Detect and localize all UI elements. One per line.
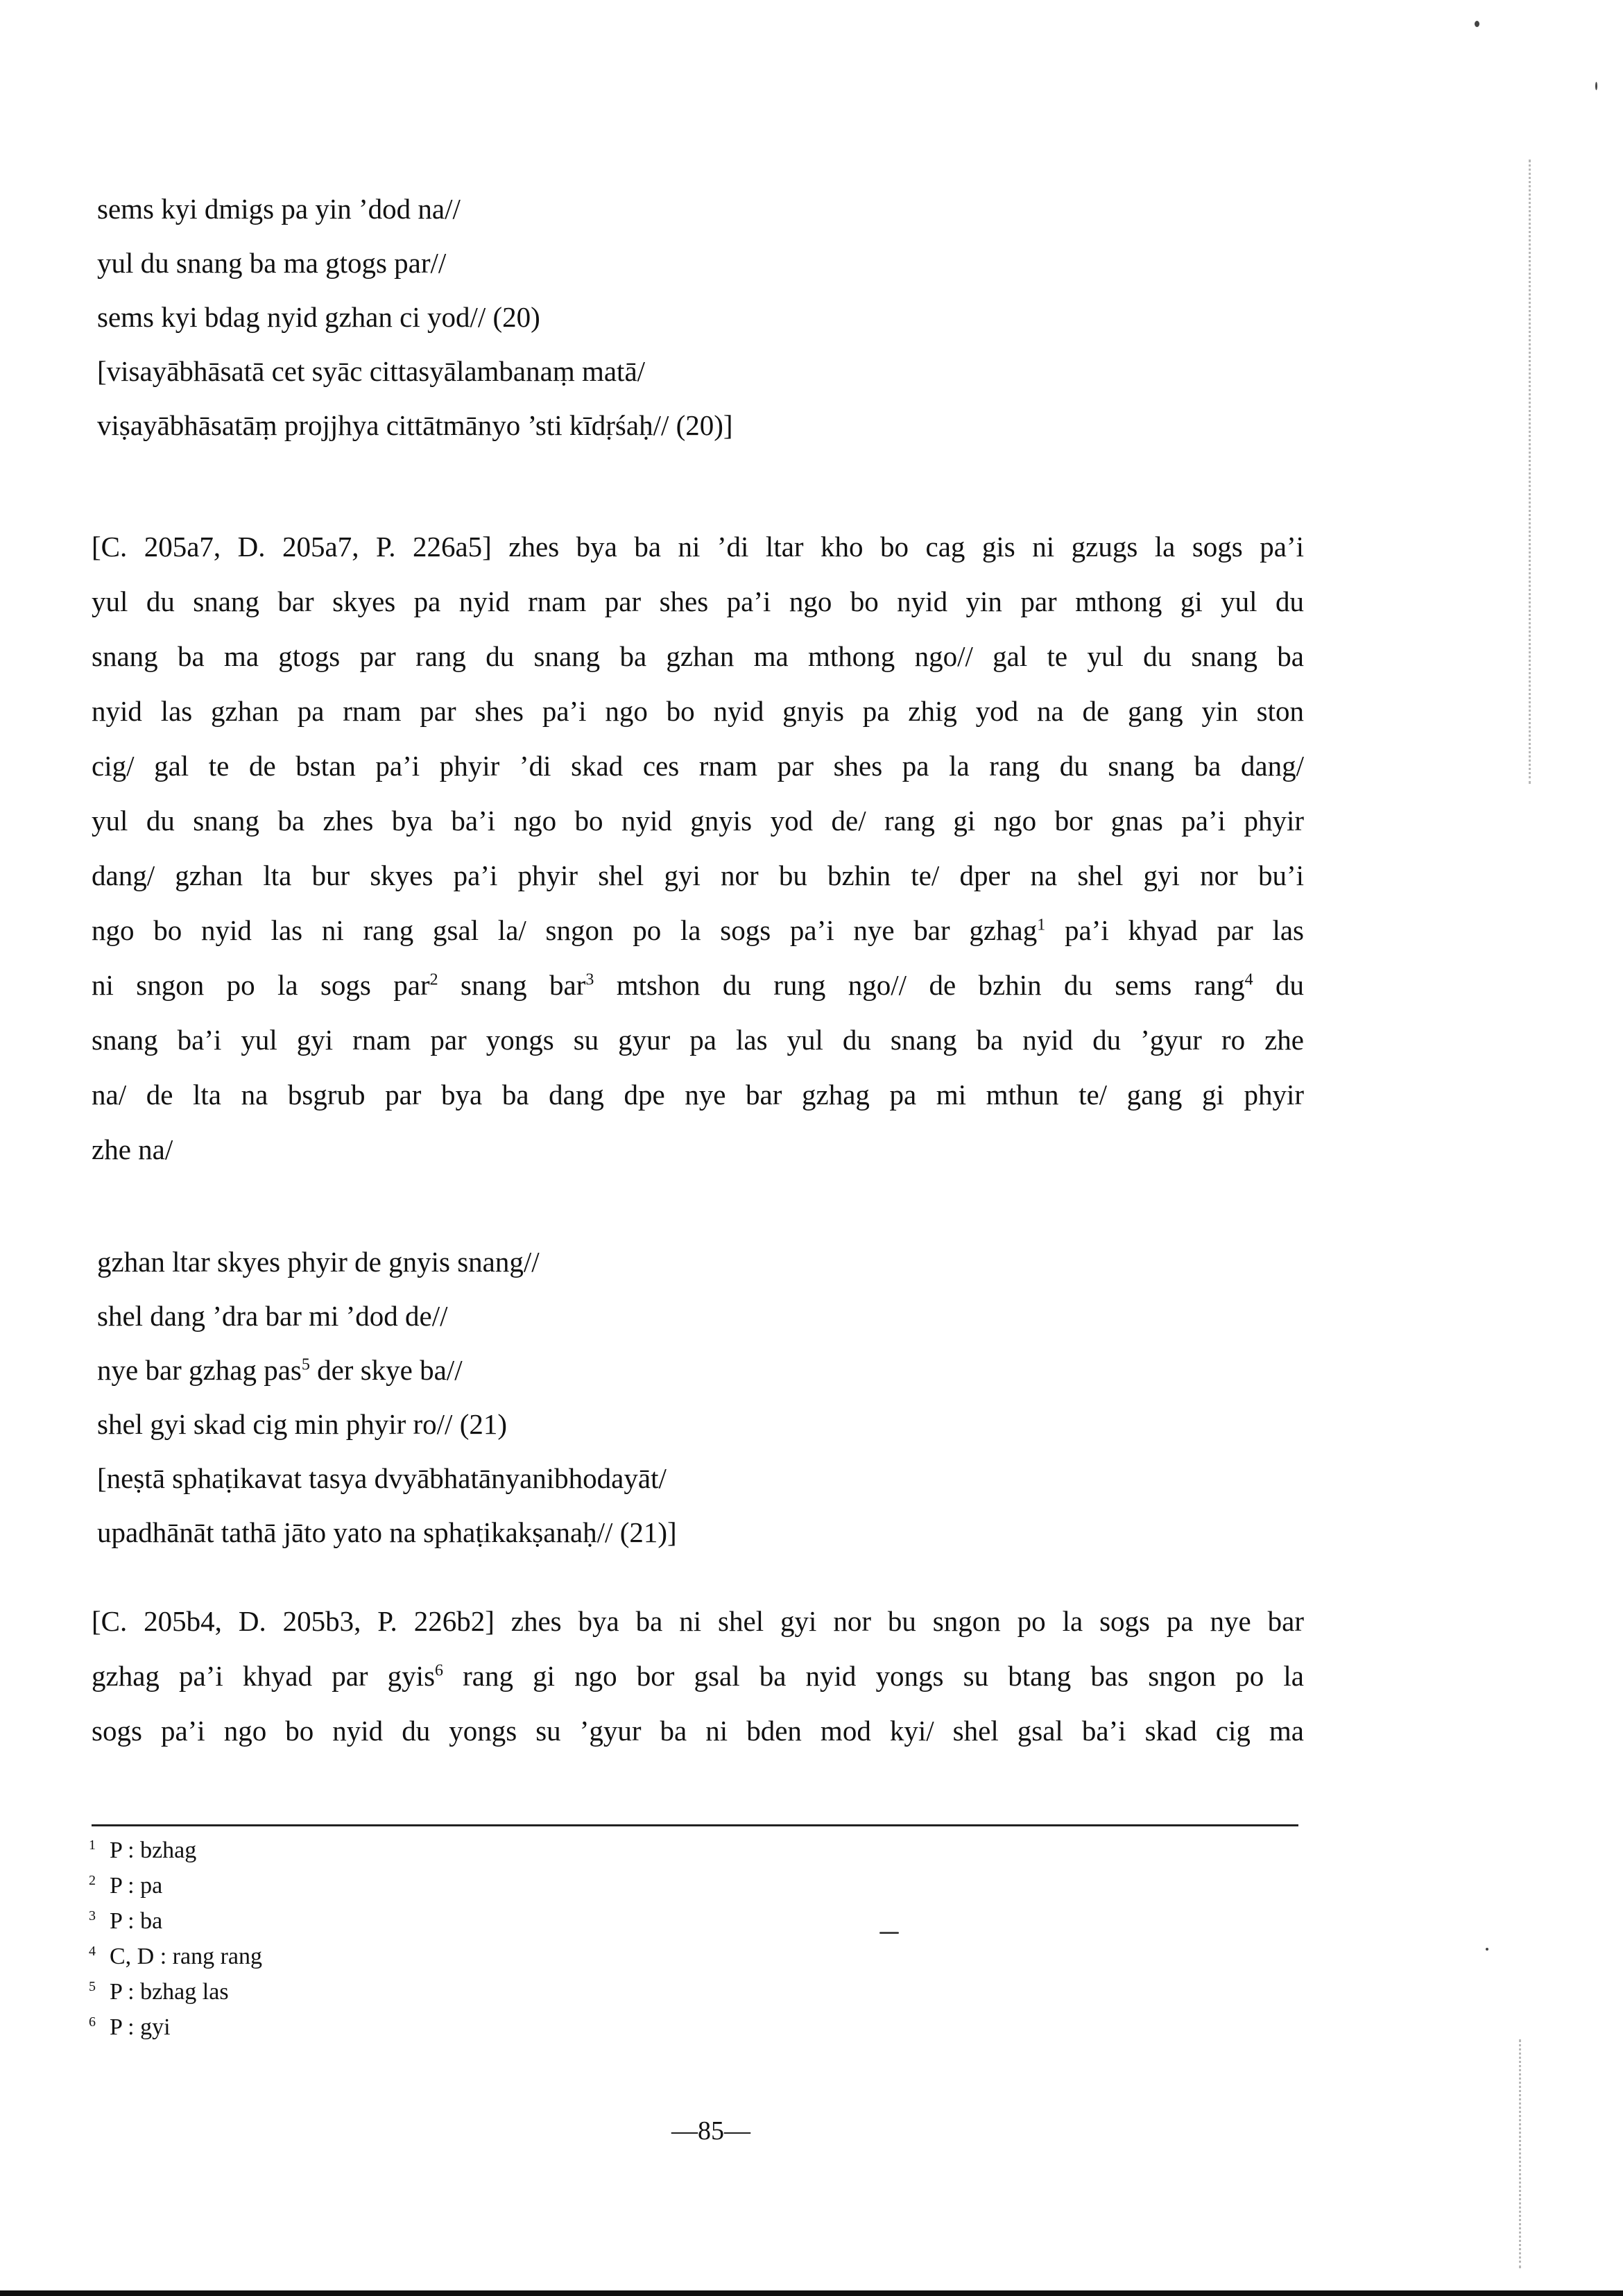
sanskrit-verse-line: viṣayābhāsatāṃ projjhya cittātmānyo ’sti kīdṛśaḥ// (20)] — [97, 409, 733, 441]
footnote-text: C, D : rang rang — [110, 1944, 263, 1969]
prose-line: na/ de lta na bsgrub par bya ba dang dpe nye bar gzhag pa mi mthun te/ gang gi phyir — [92, 1079, 1304, 1111]
verse-text: nye bar gzhag pas — [97, 1354, 302, 1386]
prose-text: mtshon du rung ngo// de bzhin du sems rang — [594, 969, 1245, 1001]
prose-line: yul du snang ba zhes bya ba’i ngo bo nyid gnyis yod de/ rang gi ngo bor gnas pa’i phyir — [92, 805, 1304, 837]
footnote-ref: 2 — [429, 970, 438, 989]
footnote-list — [89, 1833, 262, 2045]
prose-line: snang ba ma gtogs par rang du snang ba gzhan ma mthong ngo// gal te yul du snang ba — [92, 640, 1304, 672]
scan-artifact — [1529, 160, 1531, 784]
prose-text: du — [1253, 969, 1305, 1001]
footnote: 5 P : bzhag las — [89, 1978, 229, 2005]
prose-line — [92, 1649, 1304, 1704]
page-number: —85— — [671, 2116, 750, 2145]
footnote-text: P : bzhag — [110, 1837, 197, 1863]
footnote-ref: 4 — [1244, 970, 1253, 989]
prose-line: [C. 205b4, D. 205b3, P. 226b2] zhes bya ba ni shel gyi nor bu sngon po la sogs pa nye bar — [92, 1605, 1304, 1637]
verse-line — [97, 1343, 677, 1397]
verse-line: yul du snang ba ma gtogs par// — [97, 247, 447, 279]
verse-stanza-20 — [97, 182, 733, 452]
scan-speck — [879, 1932, 899, 1934]
commentary-paragraph-1 — [92, 520, 1304, 1177]
prose-text: ngo bo nyid las ni rang gsal la/ sngon po la sogs pa’i nye bar gzhag — [92, 914, 1038, 946]
footnote-ref: 3 — [585, 970, 594, 989]
prose-line: dang/ gzhan lta bur skyes pa’i phyir shel gyi nor bu bzhin te/ dper na shel gyi nor bu’i — [92, 859, 1304, 891]
verse-stanza-21 — [97, 1235, 677, 1559]
commentary-paragraph-2 — [92, 1594, 1304, 1758]
footnote-ref: 5 — [301, 1355, 310, 1374]
prose-line — [92, 903, 1304, 958]
prose-line: cig/ gal te de bstan pa’i phyir ’di skad ces rnam par shes pa la rang du snang ba dang/ — [92, 750, 1304, 782]
sanskrit-verse-line: [neṣtā sphaṭikavat tasya dvyābhatānyanibhodayāt/ — [97, 1462, 667, 1494]
footnote-text: P : pa — [110, 1873, 163, 1899]
footnote: 4 C, D : rang rang — [89, 1943, 263, 1969]
footnote-ref: 1 — [1037, 916, 1046, 934]
footnote: 2 P : pa — [89, 1872, 163, 1899]
prose-line: zhe na/ — [92, 1133, 173, 1165]
verse-text: der skye ba// — [309, 1354, 463, 1386]
verse-line: sems kyi dmigs pa yin ’dod na// — [97, 193, 461, 225]
footnote-text: P : gyi — [110, 2014, 171, 2040]
prose-line — [92, 958, 1304, 1013]
prose-text: gzhag pa’i khyad par gyis — [92, 1660, 436, 1692]
prose-line: snang ba’i yul gyi rnam par yongs su gyur pa las yul du snang ba nyid du ’gyur ro zhe — [92, 1024, 1304, 1056]
prose-text: rang gi ngo bor gsal ba nyid yongs su btang bas sngon po la — [443, 1660, 1304, 1692]
prose-line: yul du snang bar skyes pa nyid rnam par shes pa’i ngo bo nyid yin par mthong gi yul du — [92, 585, 1304, 617]
prose-line: [C. 205a7, D. 205a7, P. 226a5] zhes bya ba ni ’di ltar kho bo cag gis ni gzugs la sogs pa’i — [92, 531, 1304, 563]
verse-line: shel gyi skad cig min phyir ro// (21) — [97, 1408, 507, 1440]
footnote-text: P : ba — [110, 1908, 163, 1934]
prose-line: nyid las gzhan pa rnam par shes pa’i ngo bo nyid gnyis pa zhig yod na de gang yin ston — [92, 695, 1304, 727]
prose-text: snang bar — [438, 969, 586, 1001]
footnote-text: P : bzhag las — [110, 1979, 229, 2005]
sanskrit-verse-line: upadhānāt tathā jāto yato na sphaṭikakṣanaḥ// (21)] — [97, 1516, 677, 1548]
footnote: 3 P : ba — [89, 1908, 163, 1934]
prose-line: sogs pa’i ngo bo nyid du yongs su ’gyur ba ni bden mod kyi/ shel gsal ba’i skad cig ma — [92, 1715, 1304, 1747]
scan-speck — [1595, 82, 1597, 90]
verse-line: shel dang ’dra bar mi ’dod de// — [97, 1300, 448, 1332]
scan-artifact — [1519, 2039, 1521, 2268]
verse-line: sems kyi bdag nyid gzhan ci yod// (20) — [97, 301, 540, 333]
footnote: 6 P : gyi — [89, 2014, 171, 2040]
footnote: 1 P : bzhag — [89, 1837, 197, 1863]
scan-edge — [0, 2290, 1623, 2296]
prose-text: ni sngon po la sogs par — [92, 969, 430, 1001]
footnote-divider — [92, 1824, 1298, 1826]
footnote-ref: 6 — [435, 1661, 444, 1680]
verse-line: gzhan ltar skyes phyir de gnyis snang// — [97, 1246, 540, 1278]
scan-speck — [1486, 1948, 1488, 1951]
sanskrit-verse-line: [visayābhāsatā cet syāc cittasyālambanaṃ matā/ — [97, 355, 646, 387]
scan-speck — [1475, 21, 1479, 27]
prose-text: pa’i khyad par las — [1045, 914, 1304, 946]
